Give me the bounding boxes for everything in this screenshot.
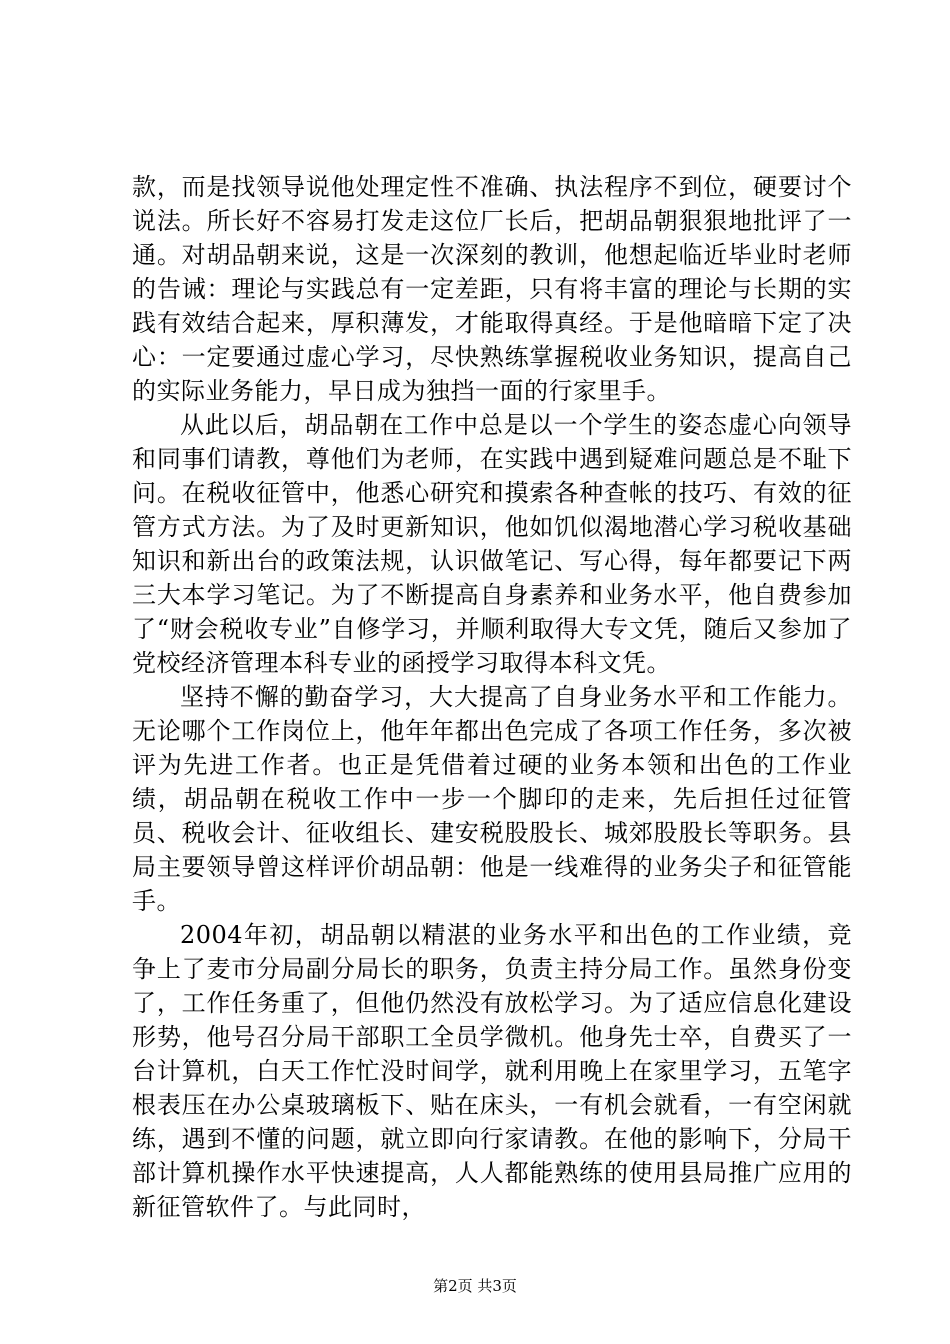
paragraph-2: 从此以后，胡品朝在工作中总是以一个学生的姿态虚心向领导和同事们请教，尊他们为老师，在实践中遇到疑难问题总是不耻下问。在税收征管中，他悉心研究和摸索各种查帐的技巧、有效的征管方式方法。为了及时更新知识，他如饥似渴地潜心学习税收基础知识和新出台的政策法规，认识做笔记、写心得，每年都要记下两三大本学习笔记。为了不断提高自身素养和业务水平，他自费参加了“财会税收专业”自修学习，并顺利取得大专文凭，随后又参加了党校经济管理本科专业的函授学习取得本科文凭。 [132, 411, 852, 677]
document-body [132, 170, 852, 1224]
paragraph-3: 坚持不懈的勤奋学习，大大提高了自身业务水平和工作能力。无论哪个工作岗位上，他年年都出色完成了各项工作任务，多次被评为先进工作者。也正是凭借着过硬的业务本领和出色的工作业绩，胡品朝在税收工作中一步一个脚印的走来，先后担任过征管员、税收会计、征收组长、建安税股股长、城郊股股长等职务。县局主要领导曾这样评价胡品朝：他是一线难得的业务尖子和征管能手。 [132, 683, 852, 915]
paragraph-1: 款，而是找领导说他处理定性不准确、执法程序不到位，硬要讨个说法。所长好不容易打发走这位厂长后，把胡品朝狠狠地批评了一通。对胡品朝来说，这是一次深刻的教训，他想起临近毕业时老师的告诫：理论与实践总有一定差距，只有将丰富的理论与长期的实践有效结合起来，厚积薄发，才能取得真经。于是他暗暗下定了决心：一定要通过虚心学习，尽快熟练掌握税收业务知识，提高自己的实际业务能力，早日成为独挡一面的行家里手。 [132, 173, 852, 405]
paragraph-4: 2004年初，胡品朝以精湛的业务水平和出色的工作业绩，竞争上了麦市分局副分局长的职务，负责主持分局工作。虽然身份变了，工作任务重了，但他仍然没有放松学习。为了适应信息化建设形势，他号召分局干部职工全员学微机。他身先士卒，自费买了一台计算机，白天工作忙没时间学，就利用晚上在家里学习，五笔字根表压在办公桌玻璃板下、贴在床头，一有机会就看，一有空闲就练，遇到不懂的问题，就立即向行家请教。在他的影响下，分局干部计算机操作水平快速提高，人人都能熟练的使用县局推广应用的新征管软件了。与此同时， [132, 921, 852, 1221]
page-number-footer: 第2页 共3页 [433, 1277, 517, 1295]
